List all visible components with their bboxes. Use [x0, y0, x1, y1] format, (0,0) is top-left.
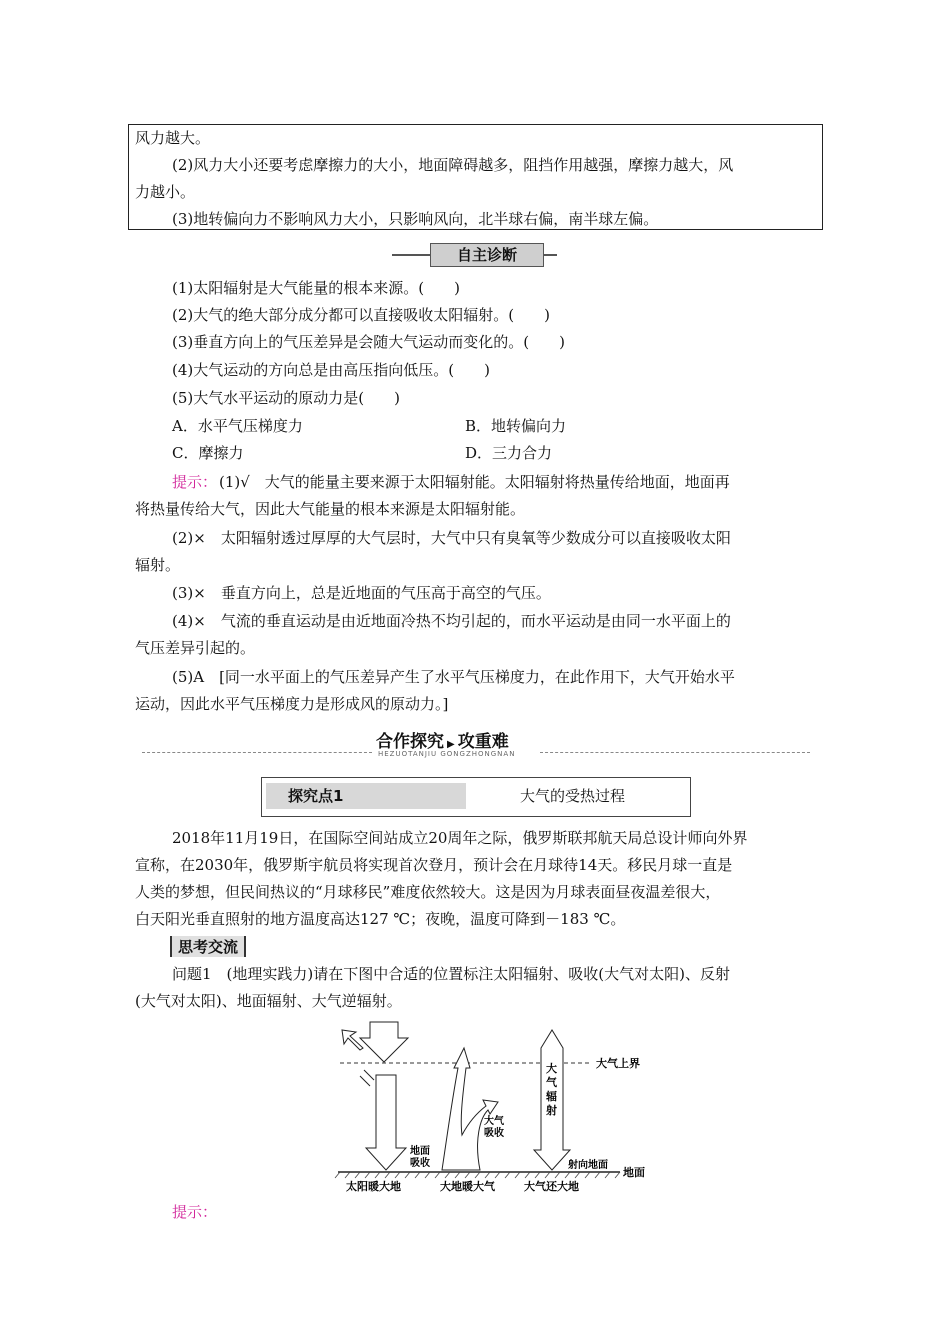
hint-line-8: (5)A [同一水平面上的气压差异产生了水平气压梯度力，在此作用下，大气开始水平 — [172, 668, 735, 686]
ground-label: 地面 — [623, 1166, 645, 1179]
diag-item-5: (5)大气水平运动的原动力是( ) — [172, 389, 400, 407]
hint-line-9: 运动，因此水平气压梯度力是形成风的原动力。] — [135, 695, 449, 713]
hint-line-5: (3)× 垂直方向上，总是近地面的气压高于高空的气压。 — [172, 584, 551, 602]
diag-item-3: (3)垂直方向上的气压差异是会随大气运动而变化的。( ) — [172, 333, 565, 351]
para-line-4: 白天阳光垂直照射的地方温度高达127 ℃；夜晚，温度可降到－183 ℃。 — [135, 910, 626, 928]
para-line-3: 人类的梦想，但民间热议的“月球移民”难度依然较大。这是因为月球表面昼夜温差很大， — [135, 883, 721, 901]
section-rule-right — [540, 752, 810, 753]
section-rule-left — [142, 752, 372, 753]
option-b: B．地转偏向力 — [465, 417, 567, 435]
ground-absorb-1: 地面 — [410, 1146, 430, 1157]
atm-rad-char-3: 辐 — [546, 1090, 557, 1103]
box-line-3: 力越小。 — [135, 183, 196, 201]
box-line-1: 风力越大。 — [135, 129, 211, 147]
ground-hatch — [335, 1172, 620, 1178]
solar-arrow-down — [366, 1075, 406, 1170]
diag-item-4: (4)大气运动的方向总是由高压指向低压。( ) — [172, 361, 490, 379]
question-line-1: 问题1 (地理实践力)请在下图中合适的位置标注太阳辐射、吸收(大气对太阳)、反射 — [172, 965, 730, 983]
atmosphere-heating-diagram — [330, 1020, 670, 1200]
header-rule-right — [543, 254, 557, 256]
section-subtitle: HEZUOTANJIU GONGZHONGNAN — [378, 750, 516, 758]
hint-line-6: (4)× 气流的垂直运动是由近地面冷热不均引起的，而水平运动是由同一水平面上的 — [172, 612, 731, 630]
reflect-arrow — [342, 1030, 363, 1050]
hint-line-1: (1)√ 大气的能量主要来源于太阳辐射能。太阳辐射将热量传给地面，地面再 — [219, 473, 730, 491]
ground-radiation-arrow — [442, 1048, 498, 1170]
section-title-part1: 合作探究 — [376, 732, 444, 752]
self-diagnosis-title: 自主诊断 — [430, 243, 544, 267]
explore-topic: 大气的受热过程 — [520, 787, 626, 805]
atm-rad-char-1: 大 — [546, 1062, 557, 1075]
header-rule-left — [392, 254, 430, 256]
atm-rad-char-4: 射 — [546, 1104, 557, 1117]
option-c: C．摩擦力 — [172, 444, 244, 462]
caption-1: 太阳暖大地 — [346, 1180, 401, 1193]
option-a: A．水平气压梯度力 — [172, 417, 303, 435]
section-title-part2: 攻重难 — [457, 732, 509, 752]
caption-2: 大地暖大气 — [440, 1180, 495, 1193]
hint-line-4: 辐射。 — [135, 556, 181, 574]
top-boundary-label: 大气上界 — [596, 1057, 640, 1070]
option-d: D．三力合力 — [465, 444, 553, 462]
hint-line-7: 气压差异引起的。 — [135, 639, 256, 657]
chevron-right-icon: ▶ — [447, 739, 455, 750]
atm-rad-char-2: 气 — [546, 1076, 557, 1089]
para-line-1: 2018年11月19日，在国际空间站成立20周年之际，俄罗斯联邦航天局总设计师向外界 — [172, 829, 748, 847]
diag-item-2: (2)大气的绝大部分成分都可以直接吸收太阳辐射。( ) — [172, 306, 550, 324]
to-ground-label: 射向地面 — [568, 1160, 608, 1171]
think-label: 思考交流 — [170, 936, 246, 957]
hint-line-2: 将热量传给大气，因此大气能量的根本来源是太阳辐射能。 — [135, 500, 526, 518]
question-line-2: (大气对太阳)、地面辐射、大气逆辐射。 — [135, 992, 402, 1010]
final-hint-label: 提示： — [172, 1203, 218, 1221]
ground-absorb-2: 吸收 — [410, 1158, 430, 1169]
atm-absorb-1: 大气 — [484, 1116, 504, 1127]
section-title — [376, 727, 509, 752]
diag-item-1: (1)太阳辐射是大气能量的根本来源。( ) — [172, 279, 460, 297]
atm-absorb-2: 吸收 — [484, 1128, 504, 1139]
box-line-2: (2)风力大小还要考虑摩擦力的大小，地面障碍越多，阻挡作用越强，摩擦力越大，风 — [172, 156, 734, 174]
para-line-2: 宣称，在2030年，俄罗斯宇航员将实现首次登月，预计会在月球待14天。移民月球一直是 — [135, 856, 733, 874]
solar-arrow-top — [360, 1022, 408, 1062]
caption-3: 大气还大地 — [524, 1180, 579, 1193]
explore-tag: 探究点1 — [266, 783, 466, 809]
hint-line-3: (2)× 太阳辐射透过厚厚的大气层时，大气中只有臭氧等少数成分可以直接吸收太阳 — [172, 529, 731, 547]
box-line-4: (3)地转偏向力不影响风力大小，只影响风向，北半球右偏，南半球左偏。 — [172, 210, 659, 228]
hint-label: 提示： — [172, 473, 218, 491]
absorb-small-arrows — [360, 1070, 374, 1086]
